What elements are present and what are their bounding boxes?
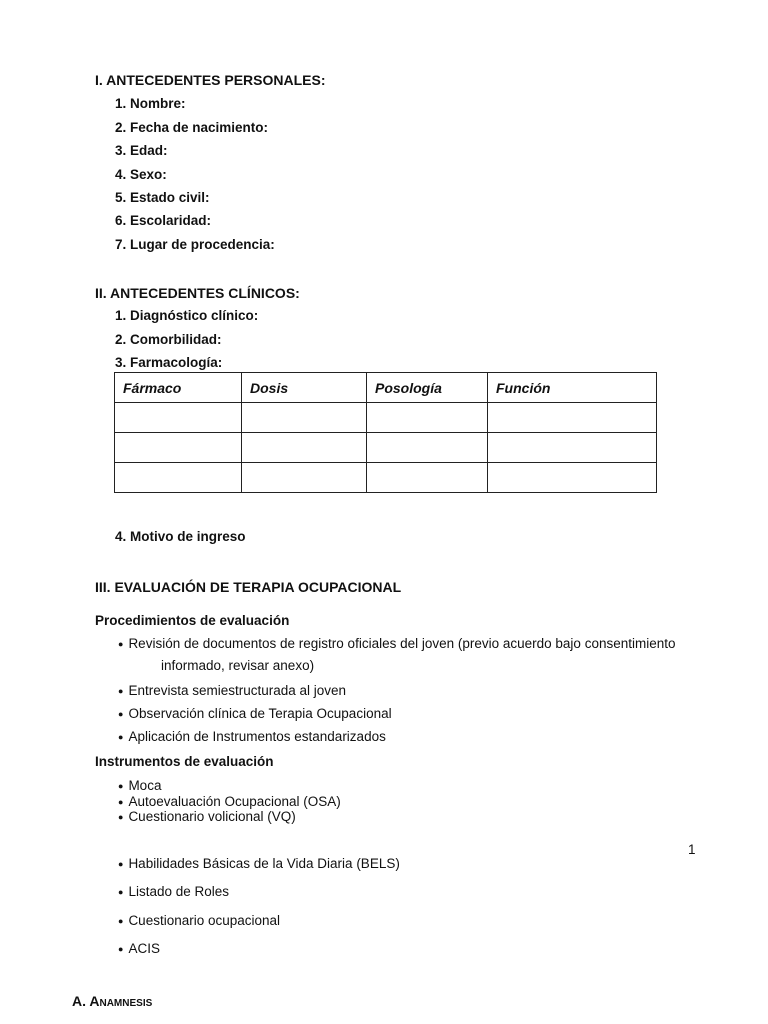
table-cell: [242, 403, 367, 433]
list-item: [118, 778, 161, 793]
section-3-heading: III. EVALUACIÓN DE TERAPIA OCUPACIONAL: [95, 579, 402, 595]
table-cell: [488, 433, 657, 463]
column-header-dosis: Dosis: [242, 373, 367, 403]
bullet-icon: [118, 683, 128, 698]
list-item-text: Cuestionario ocupacional: [128, 913, 281, 928]
page-number: 1: [688, 842, 696, 857]
field-farmacologia: 3. Farmacología:: [115, 355, 223, 370]
table-header-row: [115, 373, 657, 403]
bullet-icon: [118, 856, 128, 871]
table-row: [115, 433, 657, 463]
table-cell: [242, 463, 367, 493]
field-comorbilidad: 2. Comorbilidad:: [115, 332, 222, 347]
footer-section-label: A. Anamnesis: [72, 993, 153, 1009]
bullet-icon: [118, 729, 128, 744]
field-escolaridad: 6. Escolaridad:: [115, 213, 212, 228]
list-item-continuation: informado, revisar anexo): [161, 658, 315, 673]
section-1-heading: I. ANTECEDENTES PERSONALES:: [95, 72, 326, 88]
list-item-text: Habilidades Básicas de la Vida Diaria (BELS): [128, 856, 400, 871]
field-diagnostico: 1. Diagnóstico clínico:: [115, 308, 259, 323]
list-item-text: Cuestionario volicional (VQ): [128, 809, 296, 824]
bullet-icon: [118, 913, 128, 928]
list-item-text: Revisión de documentos de registro oficiales del joven (previo acuerdo bajo consentimiento: [128, 636, 676, 651]
field-estado-civil: 5. Estado civil:: [115, 190, 210, 205]
list-item-text: Listado de Roles: [128, 884, 230, 899]
list-item: [118, 706, 392, 721]
column-header-funcion: Función: [488, 373, 657, 403]
list-item: [118, 729, 386, 744]
table-cell: [367, 433, 488, 463]
list-item-text: Aplicación de Instrumentos estandarizados: [128, 729, 386, 744]
list-item: [118, 809, 296, 824]
section-2-heading: II. ANTECEDENTES CLÍNICOS:: [95, 285, 300, 301]
bullet-icon: [118, 636, 128, 651]
table-cell: [488, 403, 657, 433]
farmacologia-table: [114, 372, 657, 493]
bullet-icon: [118, 706, 128, 721]
field-edad: 3. Edad:: [115, 143, 168, 158]
bullet-icon: [118, 809, 128, 824]
bullet-icon: [118, 884, 128, 899]
field-lugar-procedencia: 7. Lugar de procedencia:: [115, 237, 275, 252]
table-cell: [115, 403, 242, 433]
table-row: [115, 463, 657, 493]
field-nombre: 1. Nombre:: [115, 96, 186, 111]
list-item: [118, 794, 341, 809]
table-cell: [367, 463, 488, 493]
column-header-farmaco: Fármaco: [115, 373, 242, 403]
table-cell: [115, 463, 242, 493]
table-cell: [488, 463, 657, 493]
list-item: [118, 913, 280, 928]
list-item: [118, 683, 346, 698]
list-item-text: Autoevaluación Ocupacional (OSA): [128, 794, 341, 809]
field-motivo-ingreso: 4. Motivo de ingreso: [115, 529, 246, 544]
bullet-icon: [118, 794, 128, 809]
list-item-text: Moca: [128, 778, 162, 793]
table-cell: [367, 403, 488, 433]
column-header-posologia: Posología: [367, 373, 488, 403]
list-item: [118, 636, 676, 651]
list-item: [118, 856, 400, 871]
bullet-icon: [118, 941, 128, 956]
instruments-heading: Instrumentos de evaluación: [95, 754, 274, 769]
table-cell: [115, 433, 242, 463]
bullet-icon: [118, 778, 128, 793]
procedures-heading: Procedimientos de evaluación: [95, 613, 290, 628]
list-item-text: ACIS: [128, 941, 160, 956]
list-item-text: Observación clínica de Terapia Ocupacional: [128, 706, 392, 721]
field-sexo: 4. Sexo:: [115, 167, 167, 182]
table-cell: [242, 433, 367, 463]
table-row: [115, 403, 657, 433]
list-item: [118, 941, 160, 956]
list-item: [118, 884, 229, 899]
field-fecha-nacimiento: 2. Fecha de nacimiento:: [115, 120, 269, 135]
list-item-text: Entrevista semiestructurada al joven: [128, 683, 347, 698]
